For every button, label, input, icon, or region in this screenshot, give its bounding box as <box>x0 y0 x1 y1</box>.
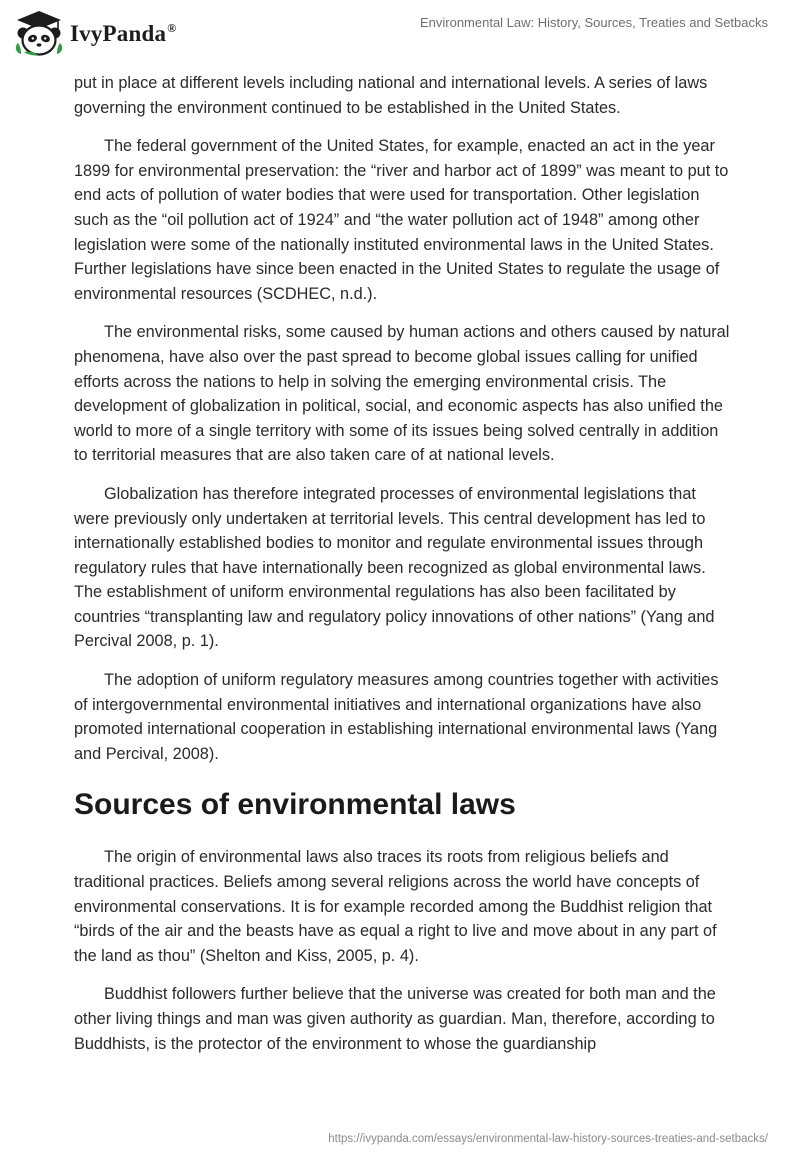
section-heading: Sources of environmental laws <box>74 788 516 822</box>
paragraph: The adoption of uniform regulatory measures among countries together with activities of intergovernmental environmental initiatives and international organizations have also promoted international cooperation in establishing international environmental laws (Yang and Percival, 2008). <box>74 671 719 763</box>
document-title: Environmental Law: History, Sources, Treaties and Setbacks <box>419 15 768 30</box>
paragraph: The environmental risks, some caused by human actions and others caused by natural phenomena, have also over the past spread to become global issues calling for unified efforts across the nations to help in solving the emerging environmental crisis. The development of globalization in political, social, and economic aspects has also unified the world to more of a single territory with some of its issues being solved centrally in addition to territorial measures that are also taken care of at national levels. <box>74 323 730 465</box>
paragraph: Buddhist followers further believe that the universe was created for both man and the other living things and man was given authority as guardian. Man, therefore, according to Buddhists, is the protector of the environment to whose the guardianship <box>74 985 716 1053</box>
paragraph: The federal government of the United States, for example, enacted an act in the year 1899 for environmental preservation: the “river and harbor act of 1899” was meant to put to end acts of pollution of water bodies that were used for transportation. Other legislation such as the “oil pollution act of 1924” and “the water pollution act of 1948” among other legislation were some of the nationally instituted environmental laws in the United States. Further legislations have since been enacted in the United States to regulate the usage of environmental resources (SCDHEC, n.d.). <box>74 137 729 303</box>
source-url[interactable]: https://ivypanda.com/essays/environmental-law-history-sources-treaties-and-setbacks/ <box>328 1133 768 1145</box>
page-header <box>0 0 800 64</box>
essay-body <box>74 71 734 1070</box>
registered-mark: ® <box>167 21 177 36</box>
paragraph: Globalization has therefore integrated processes of environmental legislations that were previously only undertaken at territorial levels. This central development has led to internationally established bodies to monitor and regulate environmental issues through regulatory rules that have internationally been recognized as global environmental laws. The establishment of uniform environmental regulations has also been facilitated by countries “transplanting law and regulatory policy innovations of other nations” (Yang and Percival 2008, p. 1). <box>74 484 715 651</box>
paragraph: The origin of environmental laws also traces its roots from religious beliefs and traditional practices. Beliefs among several religions across the world have concepts of environmental conservations. It is for example recorded among the Buddhist religion that “birds of the air and the beasts have as equal a right to live and move about in any part of the land as thou” (Shelton and Kiss, 2005, p. 4). <box>74 848 717 965</box>
brand-name: IvyPanda® <box>70 21 177 46</box>
paragraph: put in place at different levels including national and international levels. A series of laws governing the environment continued to be established in the United States. <box>74 74 708 117</box>
panda-graduate-icon <box>14 9 64 57</box>
ivypanda-logo[interactable] <box>14 9 176 57</box>
